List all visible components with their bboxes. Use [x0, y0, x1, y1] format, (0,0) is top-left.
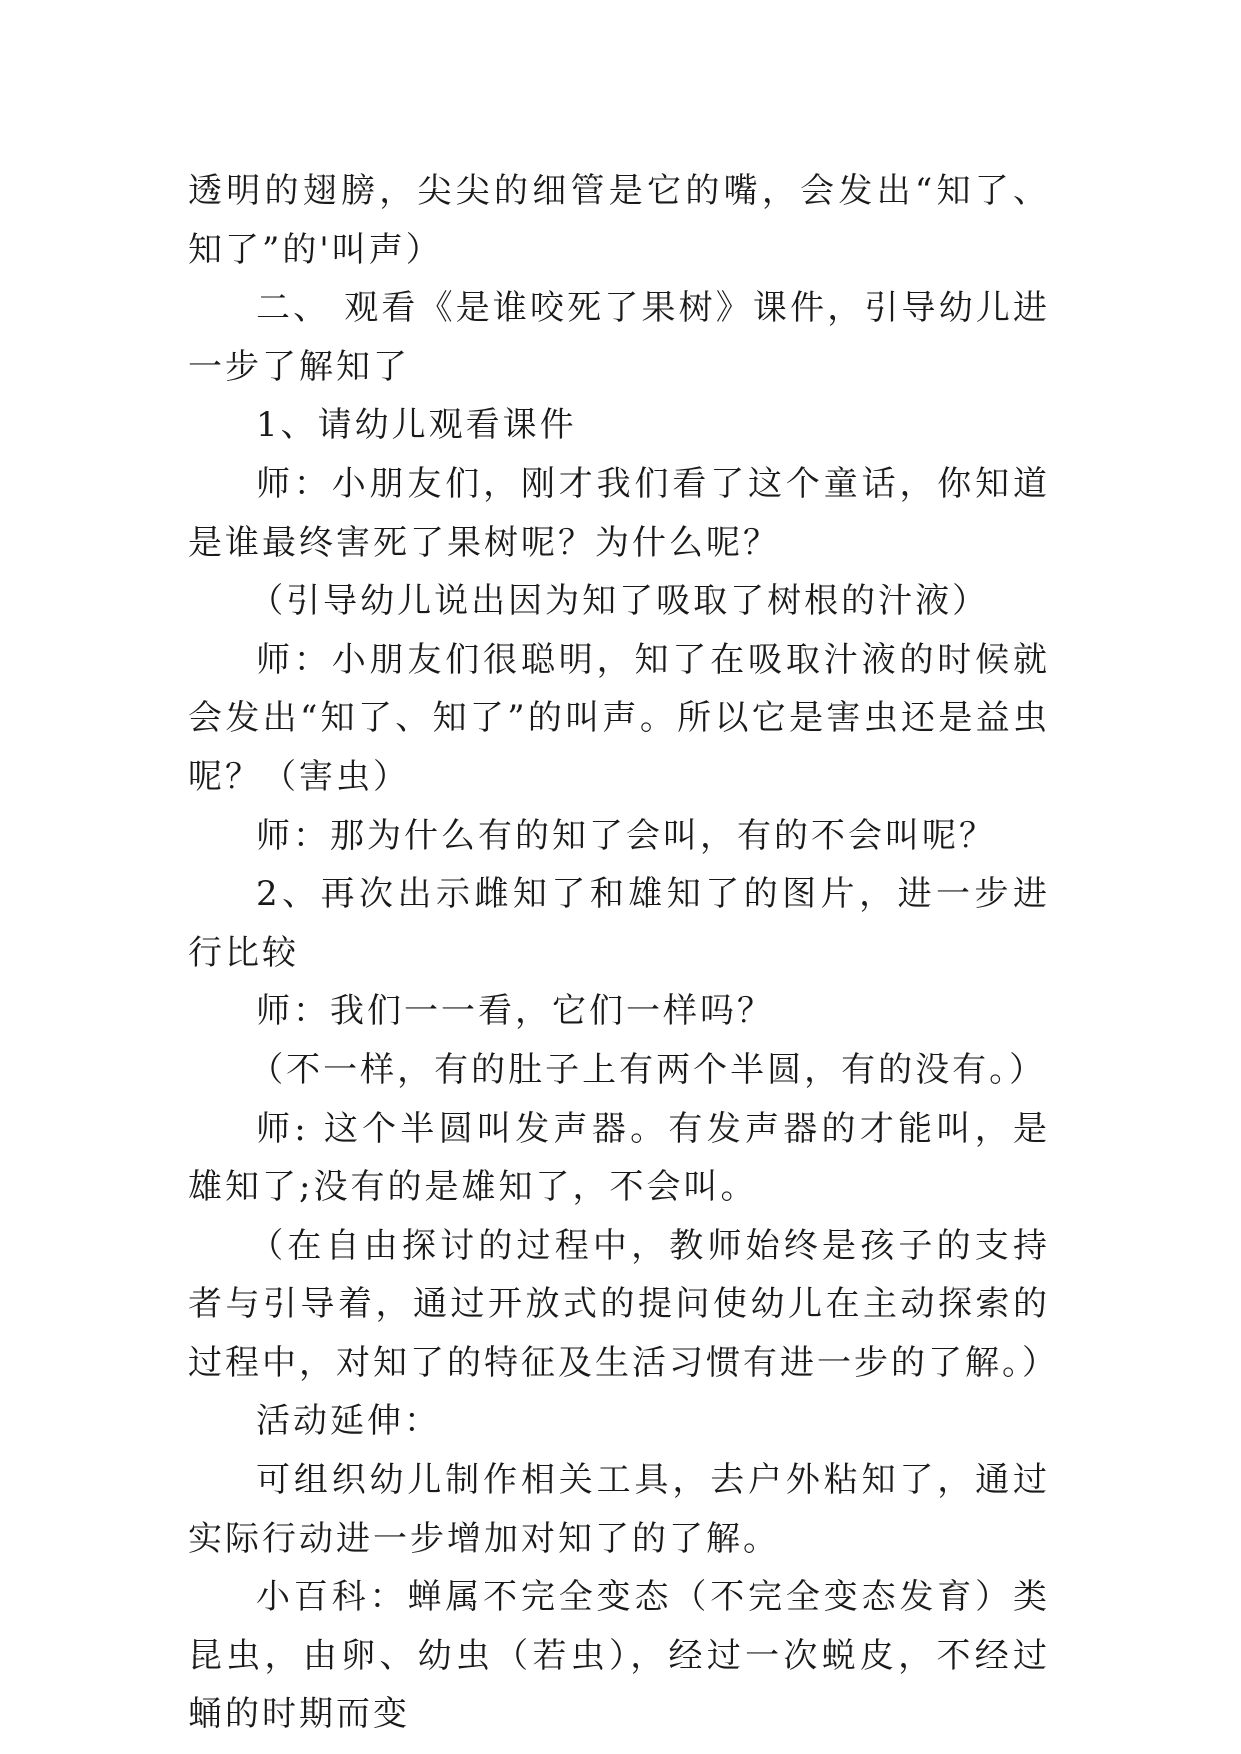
paragraph: 师：小朋友们，刚才我们看了这个童话，你知道是谁最终害死了果树呢？为什么呢？ [188, 463, 1050, 563]
paragraph: （在自由探讨的过程中，教师始终是孩子的支持者与引导着，通过开放式的提问使幼儿在主动探索的过程中，对知了的特征及生活习惯有进一步的了解。） [188, 1225, 1059, 1383]
paragraph: 透明的翅膀，尖尖的细管是它的嘴，会发出“知了、知了”的'叫声） [188, 171, 1050, 270]
list-item: 1、请幼儿观看课件 [256, 405, 577, 446]
paragraph: 活动延伸： [256, 1401, 441, 1442]
list-item: 2、再次出示雌知了和雄知了的图片，进一步进行比较 [188, 874, 1050, 973]
paragraph: 师：那为什么有的知了会叫，有的不会叫呢？ [256, 815, 996, 856]
paragraph: 师: 这个半圆叫发声器。有发声器的才能叫，是雄知了;没有的是雄知了，不会叫。 [188, 1108, 1050, 1208]
paragraph: （引导幼儿说出因为知了吸取了树根的汁液） [249, 581, 990, 622]
section-heading: 二、 观看《是谁咬死了果树》课件，引导幼儿进一步了解知了 [188, 288, 1050, 387]
paragraph: 师：我们一一看，它们一样吗？ [256, 991, 774, 1032]
document-body [188, 162, 1059, 1744]
paragraph: （不一样，有的肚子上有两个半圆，有的没有。） [249, 1049, 1047, 1090]
paragraph: 可组织幼儿制作相关工具，去户外粘知了，通过实际行动进一步增加对知了的了解。 [188, 1460, 1050, 1559]
paragraph: 师：小朋友们很聪明，知了在吸取汁液的时候就会发出“知了、知了”的叫声。所以它是害虫还是益虫呢？（害虫） [188, 639, 1050, 797]
paragraph: 小百科：蝉属不完全变态（不完全变态发育）类昆虫，由卵、幼虫（若虫），经过一次蜕皮，不经过蛹的时期而变 [188, 1577, 1050, 1735]
